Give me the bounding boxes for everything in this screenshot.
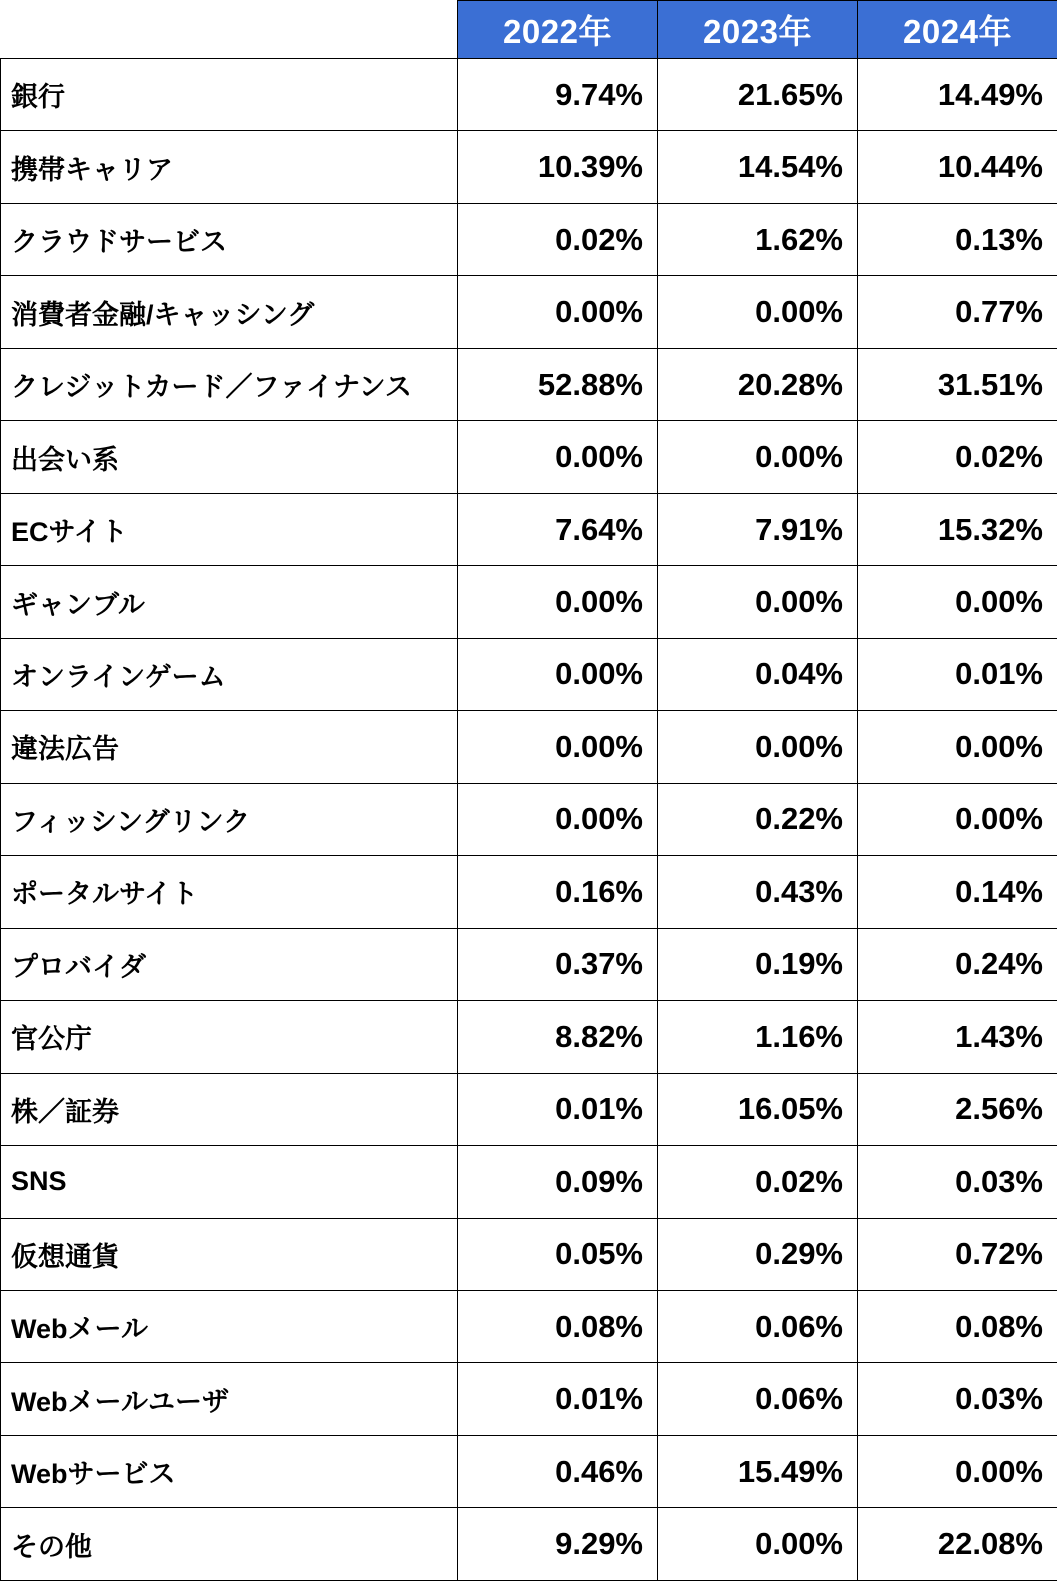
cell-2024: 0.00% [858, 1435, 1057, 1507]
table-row [1, 493, 1057, 565]
row-label: 出会い系 [1, 421, 458, 493]
table-row [1, 276, 1057, 348]
row-label: 消費者金融/キャッシング [1, 276, 458, 348]
row-label: 銀行 [1, 59, 458, 131]
cell-2022: 0.01% [458, 1073, 658, 1145]
table-row [1, 711, 1057, 783]
cell-2024: 0.00% [858, 783, 1057, 855]
table-row [1, 1001, 1057, 1073]
cell-2024: 2.56% [858, 1073, 1057, 1145]
cell-2023: 0.29% [658, 1218, 858, 1290]
cell-2023: 16.05% [658, 1073, 858, 1145]
cell-2024: 1.43% [858, 1001, 1057, 1073]
row-label: ギャンブル [1, 566, 458, 638]
cell-2024: 15.32% [858, 493, 1057, 565]
cell-2022: 0.01% [458, 1363, 658, 1435]
row-label: その他 [1, 1508, 458, 1581]
cell-2024: 0.00% [858, 566, 1057, 638]
cell-2022: 7.64% [458, 493, 658, 565]
table-body [1, 59, 1057, 1581]
cell-2023: 14.54% [658, 131, 858, 203]
cell-2024: 0.14% [858, 856, 1057, 928]
cell-2023: 0.00% [658, 421, 858, 493]
column-header-2023: 2023年 [658, 1, 858, 59]
table-row [1, 1363, 1057, 1435]
cell-2022: 0.16% [458, 856, 658, 928]
table-row [1, 1508, 1057, 1581]
row-label: SNS [1, 1146, 458, 1218]
row-label: ポータルサイト [1, 856, 458, 928]
cell-2023: 1.16% [658, 1001, 858, 1073]
row-label: 携帯キャリア [1, 131, 458, 203]
table-row [1, 1435, 1057, 1507]
cell-2022: 0.00% [458, 276, 658, 348]
table-row [1, 783, 1057, 855]
cell-2023: 15.49% [658, 1435, 858, 1507]
cell-2023: 0.04% [658, 638, 858, 710]
cell-2022: 0.37% [458, 928, 658, 1000]
row-label: 仮想通貨 [1, 1218, 458, 1290]
row-label: フィッシングリンク [1, 783, 458, 855]
table-row [1, 638, 1057, 710]
cell-2022: 0.09% [458, 1146, 658, 1218]
cell-2022: 0.08% [458, 1290, 658, 1362]
header-row [1, 1, 1057, 59]
table-row [1, 1146, 1057, 1218]
table-row [1, 928, 1057, 1000]
cell-2024: 0.03% [858, 1363, 1057, 1435]
cell-2022: 10.39% [458, 131, 658, 203]
row-label: Webメール [1, 1290, 458, 1362]
table-row [1, 1218, 1057, 1290]
cell-2024: 0.24% [858, 928, 1057, 1000]
row-label: 違法広告 [1, 711, 458, 783]
table-row [1, 566, 1057, 638]
cell-2024: 0.02% [858, 421, 1057, 493]
cell-2023: 1.62% [658, 203, 858, 275]
cell-2023: 0.02% [658, 1146, 858, 1218]
cell-2024: 0.00% [858, 711, 1057, 783]
cell-2022: 0.05% [458, 1218, 658, 1290]
cell-2023: 0.22% [658, 783, 858, 855]
cell-2023: 21.65% [658, 59, 858, 131]
cell-2022: 9.74% [458, 59, 658, 131]
cell-2024: 0.77% [858, 276, 1057, 348]
cell-2024: 22.08% [858, 1508, 1057, 1581]
cell-2022: 0.00% [458, 566, 658, 638]
cell-2022: 8.82% [458, 1001, 658, 1073]
cell-2022: 0.00% [458, 711, 658, 783]
cell-2022: 52.88% [458, 348, 658, 420]
row-label: クラウドサービス [1, 203, 458, 275]
cell-2024: 10.44% [858, 131, 1057, 203]
row-label: 株／証券 [1, 1073, 458, 1145]
cell-2023: 0.00% [658, 276, 858, 348]
cell-2023: 0.19% [658, 928, 858, 1000]
cell-2024: 0.13% [858, 203, 1057, 275]
table-row [1, 59, 1057, 131]
cell-2022: 0.46% [458, 1435, 658, 1507]
row-label: プロバイダ [1, 928, 458, 1000]
cell-2023: 0.00% [658, 711, 858, 783]
row-label: オンラインゲーム [1, 638, 458, 710]
table-row [1, 1290, 1057, 1362]
cell-2022: 0.02% [458, 203, 658, 275]
row-label: Webサービス [1, 1435, 458, 1507]
cell-2024: 0.03% [858, 1146, 1057, 1218]
cell-2024: 0.01% [858, 638, 1057, 710]
table-row [1, 203, 1057, 275]
row-label: 官公庁 [1, 1001, 458, 1073]
cell-2023: 20.28% [658, 348, 858, 420]
cell-2022: 0.00% [458, 638, 658, 710]
cell-2024: 31.51% [858, 348, 1057, 420]
cell-2023: 7.91% [658, 493, 858, 565]
cell-2024: 14.49% [858, 59, 1057, 131]
cell-2022: 0.00% [458, 421, 658, 493]
table-row [1, 1073, 1057, 1145]
cell-2024: 0.72% [858, 1218, 1057, 1290]
table-row [1, 131, 1057, 203]
cell-2023: 0.00% [658, 1508, 858, 1581]
row-label: ECサイト [1, 493, 458, 565]
cell-2023: 0.00% [658, 566, 858, 638]
cell-2023: 0.43% [658, 856, 858, 928]
cell-2023: 0.06% [658, 1290, 858, 1362]
table-header [1, 1, 1057, 59]
cell-2022: 9.29% [458, 1508, 658, 1581]
column-header-2022: 2022年 [458, 1, 658, 59]
table-row [1, 348, 1057, 420]
header-corner-cell [1, 1, 458, 59]
column-header-2024: 2024年 [858, 1, 1057, 59]
row-label: クレジットカード／ファイナンス [1, 348, 458, 420]
table-row [1, 856, 1057, 928]
cell-2023: 0.06% [658, 1363, 858, 1435]
table-row [1, 421, 1057, 493]
cell-2024: 0.08% [858, 1290, 1057, 1362]
cell-2022: 0.00% [458, 783, 658, 855]
row-label: Webメールユーザ [1, 1363, 458, 1435]
